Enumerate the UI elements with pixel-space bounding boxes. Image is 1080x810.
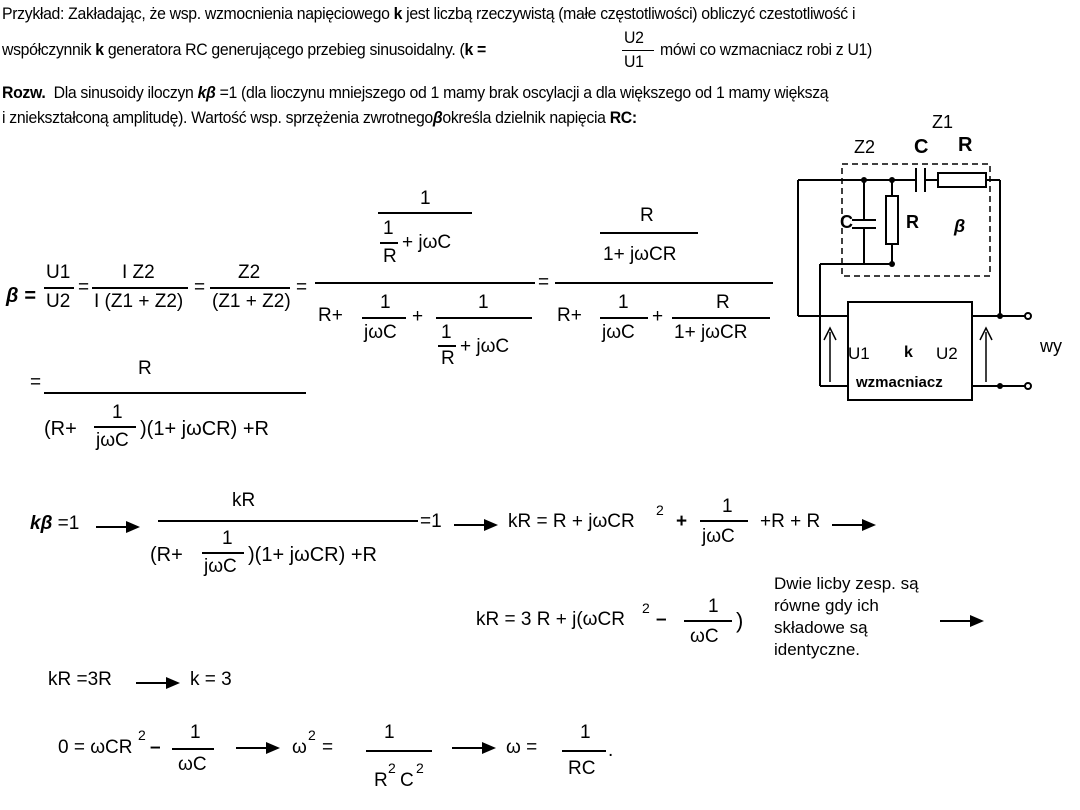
fraction-bar bbox=[92, 287, 188, 289]
label-amplifier: wzmacniacz bbox=[856, 374, 943, 391]
solution-text: i zniekształconą amplitudę). Wartość wsp. sprzężenia zwrotnego bbox=[2, 108, 433, 127]
label-c-parallel: C bbox=[840, 212, 853, 232]
fraction-bar bbox=[436, 317, 532, 319]
omega: ω bbox=[292, 737, 307, 758]
denominator-part: (R+ bbox=[150, 544, 183, 566]
superscript: 2 bbox=[416, 760, 424, 776]
inner-numerator: 1 bbox=[441, 322, 452, 343]
superscript: 2 bbox=[308, 727, 316, 743]
arrow-right-icon bbox=[136, 676, 182, 690]
k-symbol: k bbox=[95, 40, 104, 59]
inner-numerator: 1 bbox=[222, 528, 233, 549]
solution-text: =1 (dla lioczynu mniejszego od 1 mamy brak oscylacji a dla większego od 1 mamy większą bbox=[219, 83, 829, 102]
k-symbol: k bbox=[393, 4, 403, 23]
rc-generator-circuit bbox=[790, 124, 1080, 400]
inner-numerator: 1 bbox=[708, 596, 719, 617]
fraction-bar bbox=[210, 287, 290, 289]
beta-equals: β = bbox=[6, 285, 36, 307]
label-beta: β bbox=[954, 216, 966, 236]
denominator-part: )(1+ jωCR) +R bbox=[140, 418, 269, 440]
inner-numerator: 1 bbox=[478, 292, 489, 313]
fraction-bar bbox=[94, 426, 136, 428]
inner-denominator: R bbox=[383, 246, 397, 267]
fraction-bar bbox=[362, 317, 406, 319]
denominator-r: R+ bbox=[318, 305, 343, 326]
equals: = bbox=[322, 737, 334, 758]
denominator-r: R+ bbox=[557, 305, 582, 326]
intro-text: mówi co wzmacniacz robi z U1) bbox=[660, 40, 872, 59]
fraction-bar bbox=[600, 232, 698, 234]
fraction-bar bbox=[684, 620, 732, 622]
numerator: Z2 bbox=[238, 262, 261, 283]
fraction-numerator: U2 bbox=[624, 28, 644, 47]
main-fraction-bar bbox=[158, 520, 418, 522]
solution-label: Rozw. bbox=[2, 83, 46, 102]
equals-one: =1 bbox=[420, 511, 442, 532]
equation-lhs: 0 = ωCR bbox=[58, 737, 133, 758]
main-fraction-bar bbox=[555, 282, 773, 284]
denominator-part: (R+ bbox=[44, 418, 77, 440]
equals: = bbox=[30, 372, 42, 393]
intro-line-2 bbox=[2, 40, 486, 60]
inner-numerator: 1 bbox=[722, 496, 733, 517]
intro-text: generatora RC generującego przebieg sinusoidalny. ( bbox=[103, 40, 465, 59]
plus: + bbox=[412, 306, 424, 327]
inner-denominator: R bbox=[441, 348, 455, 369]
intro-text: współczynnik bbox=[2, 40, 96, 59]
k-equals: k = bbox=[464, 40, 486, 59]
circuit-wires bbox=[798, 164, 1026, 400]
equation-rhs: kR = R + jωCR bbox=[508, 511, 635, 532]
fraction-bar bbox=[438, 345, 456, 347]
label-z2: Z2 bbox=[854, 137, 876, 157]
minus: – bbox=[150, 737, 161, 758]
inner-denominator: 1+ jωCR bbox=[674, 322, 748, 343]
label-z1: Z1 bbox=[932, 112, 954, 132]
fraction-bar bbox=[366, 750, 432, 752]
k-beta: kβ bbox=[30, 513, 53, 534]
inner-numerator: 1 bbox=[618, 292, 629, 313]
main-fraction-bar bbox=[44, 392, 306, 394]
denominator-c: C bbox=[400, 770, 414, 791]
arrow-right-icon bbox=[452, 741, 498, 755]
label-c-series: C bbox=[914, 136, 929, 158]
arrow-right-icon bbox=[454, 518, 500, 532]
period: . bbox=[608, 740, 614, 761]
denominator-r: R bbox=[374, 770, 388, 791]
fraction-bar bbox=[700, 520, 748, 522]
main-fraction-bar bbox=[315, 282, 535, 284]
numerator-r: R bbox=[640, 205, 654, 226]
numerator-r: R bbox=[138, 358, 152, 379]
note-text: Dwie licby zesp. są równe gdy ich składowe są identyczne. bbox=[774, 574, 919, 659]
inner-denominator: jωC bbox=[602, 322, 635, 343]
numerator: I Z2 bbox=[122, 262, 155, 283]
inner-denominator: ωC bbox=[690, 626, 719, 647]
fraction-bar bbox=[622, 50, 654, 51]
superscript: 2 bbox=[388, 760, 396, 776]
arrow-right-icon bbox=[96, 520, 142, 534]
label-k: k bbox=[904, 344, 913, 361]
rc-label: RC: bbox=[609, 108, 637, 127]
plus: + bbox=[652, 306, 664, 327]
inner-numerator: 1 bbox=[112, 402, 123, 423]
result-k: k = 3 bbox=[190, 669, 232, 690]
numerator-one: 1 bbox=[420, 188, 431, 209]
equation-lhs: kR =3R bbox=[48, 669, 112, 690]
inner-denominator: jωC bbox=[96, 430, 129, 451]
superscript: 2 bbox=[642, 600, 650, 616]
inner-numerator: 1 bbox=[383, 218, 394, 239]
k-beta: kβ bbox=[197, 83, 216, 102]
label-u2: U2 bbox=[936, 344, 958, 363]
inner-numerator: 1 bbox=[190, 722, 201, 743]
fraction-bar bbox=[44, 287, 74, 289]
plus: + bbox=[676, 511, 688, 532]
inner-numerator: 1 bbox=[384, 722, 395, 743]
intro-text: Przykład: Zakładając, że wsp. wzmocnienia napięciowego bbox=[2, 4, 394, 23]
inner-numerator: R bbox=[716, 292, 730, 313]
fraction-bar bbox=[672, 317, 770, 319]
solution-text: Dla sinusoidy iloczyn bbox=[53, 83, 194, 102]
arrow-right-icon bbox=[832, 518, 878, 532]
inner-numerator: 1 bbox=[580, 722, 591, 743]
denominator: I (Z1 + Z2) bbox=[94, 291, 184, 312]
fraction-bar bbox=[202, 552, 244, 554]
fraction-bar bbox=[562, 750, 606, 752]
inner-denominator: jωC bbox=[702, 526, 735, 547]
denominator-part: )(1+ jωCR) +R bbox=[248, 544, 377, 566]
fraction-bar bbox=[380, 242, 398, 244]
solution-text: określa dzielnik napięcia bbox=[442, 108, 606, 127]
fraction-bar bbox=[172, 748, 214, 750]
beta-symbol: β bbox=[432, 108, 443, 127]
inner-denominator: ωC bbox=[178, 754, 207, 775]
superscript: 2 bbox=[138, 727, 146, 743]
denominator: (Z1 + Z2) bbox=[212, 291, 291, 312]
intro-line-1 bbox=[2, 4, 855, 24]
minus: – bbox=[656, 609, 667, 630]
inner-numerator: 1 bbox=[380, 292, 391, 313]
solution-line-2 bbox=[2, 108, 637, 128]
fraction-bar bbox=[378, 212, 472, 214]
equation-rhs: +R + R bbox=[760, 511, 821, 532]
equals-one: =1 bbox=[57, 513, 80, 534]
equals: = bbox=[538, 272, 550, 293]
resistor-series bbox=[938, 173, 986, 187]
k-beta-equals bbox=[30, 513, 79, 535]
inner-denominator: jωC bbox=[364, 322, 397, 343]
intro-text: jest liczbą rzeczywistą (małe częstotliwości) obliczyć czestotliwość i bbox=[402, 4, 856, 23]
output-terminals bbox=[1025, 313, 1031, 389]
label-u1: U1 bbox=[848, 344, 870, 363]
fraction-denominator: U1 bbox=[624, 52, 644, 71]
label-wy: wy bbox=[1040, 336, 1062, 356]
inner-denominator: 1+ jωCR bbox=[603, 244, 677, 265]
label-r-parallel: R bbox=[906, 212, 919, 232]
omega-equals: ω = bbox=[506, 737, 538, 758]
j-omega-c: + jωC bbox=[402, 232, 452, 253]
paren: ) bbox=[736, 608, 744, 633]
inner-denominator: RC bbox=[568, 758, 596, 779]
resistor-parallel bbox=[886, 196, 898, 244]
equation-lhs: kR = 3 R + j(ωCR bbox=[476, 609, 625, 630]
arrow-right-icon bbox=[940, 614, 986, 628]
equals: = bbox=[296, 277, 308, 298]
denominator: U2 bbox=[46, 291, 71, 312]
superscript: 2 bbox=[656, 502, 664, 518]
j-omega-c: + jωC bbox=[460, 336, 510, 357]
arrow-right-icon bbox=[236, 741, 282, 755]
numerator-kr: kR bbox=[232, 490, 256, 511]
inner-denominator: jωC bbox=[204, 556, 237, 577]
equals: = bbox=[78, 277, 90, 298]
circuit-nodes bbox=[861, 177, 1003, 389]
numerator: U1 bbox=[46, 262, 71, 283]
solution-line-1 bbox=[2, 83, 828, 103]
fraction-bar bbox=[600, 317, 648, 319]
equals: = bbox=[194, 277, 206, 298]
label-r-series: R bbox=[958, 134, 973, 156]
